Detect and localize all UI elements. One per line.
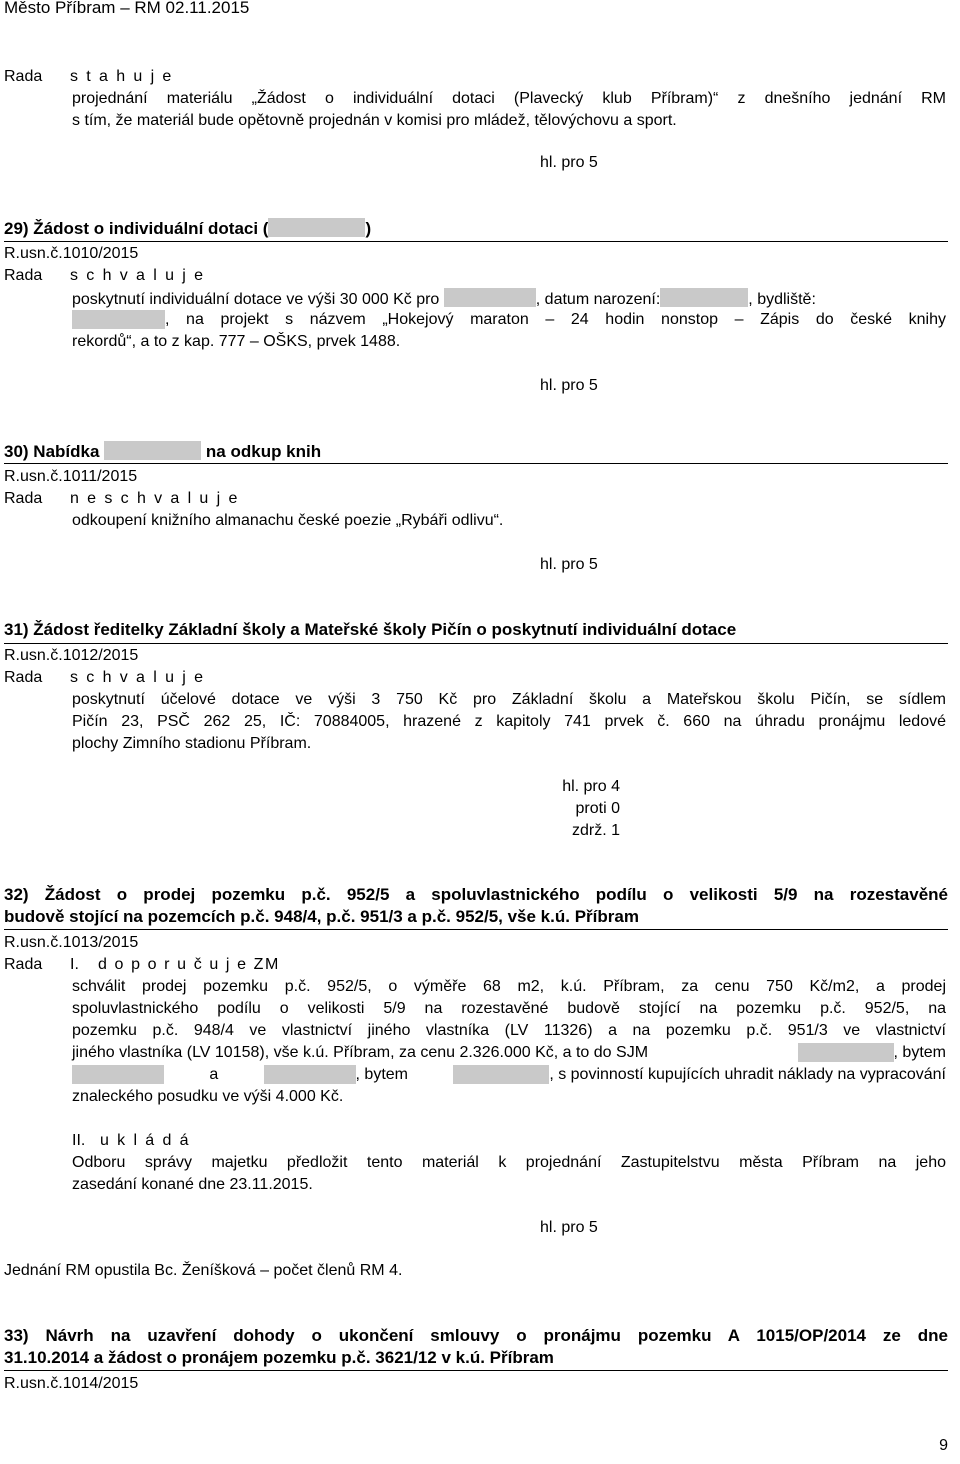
s32-rada-label: Rada — [4, 956, 43, 973]
redaction-block — [444, 288, 536, 307]
s29-text-line — [72, 310, 946, 330]
redaction-block — [798, 1043, 894, 1062]
s32-text-line — [72, 1065, 946, 1085]
s31-text-line: Pičín 23, PSČ 262 25, IČ: 70884005, hrazené z kapitoly 741 prvek č. 660 na úhradu pronájmu ledové — [72, 713, 946, 730]
s29-resolution-number: R.usn.č.1010/2015 — [4, 245, 139, 262]
s30-text-line: odkoupení knižního almanachu české poezie „Rybáři odlivu“. — [72, 512, 504, 529]
redaction-block — [268, 218, 365, 237]
page-header-title: Město Příbram – RM 02.11.2015 — [4, 0, 250, 17]
s28-vote: hl. pro 5 — [540, 154, 598, 171]
s32-heading: 32) Žádost o prodej pozemku p.č. 952/5 a spoluvlastnického podílu o velikosti 5/9 na rozestavěné — [4, 885, 948, 904]
s31-verb: s c h v a l u j e — [70, 669, 205, 686]
section-rule — [4, 643, 948, 644]
s33-resolution-number: R.usn.č.1014/2015 — [4, 1375, 139, 1392]
section-rule — [4, 1370, 948, 1371]
s28-text-line: s tím, že materiál bude opětovně projednán v komisi pro mládež, tělovýchovu a sport. — [72, 112, 677, 129]
s32-text-part-group — [453, 1065, 946, 1085]
s29-verb: s c h v a l u j e — [70, 267, 205, 284]
s31-vote-against: proti 0 — [575, 800, 620, 817]
s30-heading — [4, 441, 321, 462]
s31-text-line: poskytnutí účelové dotace ve výši 3 750 Kč pro Základní školu a Mateřskou školu Pičín, se sídlem — [72, 691, 946, 708]
s32-text-line: pozemku p.č. 948/4 ve vlastnictví jiného vlastníka (LV 11326) a na pozemku p.č. 951/3 ve vlastnictví — [72, 1022, 946, 1039]
section-rule — [4, 463, 948, 464]
s29-vote: hl. pro 5 — [540, 377, 598, 394]
s30-resolution-number: R.usn.č.1011/2015 — [4, 468, 138, 485]
s30-heading-text: 30) Nabídka — [4, 442, 100, 461]
redaction-block — [72, 1065, 164, 1084]
s30-vote: hl. pro 5 — [540, 556, 598, 573]
redaction-block — [660, 288, 748, 307]
redaction-block — [72, 310, 165, 329]
s32-text-part: , bytem — [355, 1066, 408, 1083]
s32-text-line: spoluvlastnického podílu o velikosti 5/9 na rozestavěné budově stojící na pozemku p.č. 952/5, na — [72, 1000, 946, 1017]
s28-rada-label: Rada — [4, 68, 43, 85]
s32-text-line: zasedání konané dne 23.11.2015. — [72, 1176, 313, 1193]
s29-text-part: , na projekt s názvem „Hokejový maraton – 24 hodin nonstop – Zápis do české knihy — [165, 311, 946, 328]
s30-heading-text: na odkup knih — [205, 442, 322, 461]
s29-text-line: rekordů“, a to z kap. 777 – OŠKS, prvek 1488. — [72, 333, 401, 350]
s32-text-part-group — [264, 1065, 408, 1085]
s32-text-part: a — [209, 1066, 219, 1083]
s32-text-part-group — [798, 1043, 946, 1063]
s31-rada-label: Rada — [4, 669, 43, 686]
redaction-block — [453, 1065, 549, 1084]
s29-rada-label: Rada — [4, 267, 43, 284]
redaction-block — [264, 1065, 356, 1084]
s31-vote-for: hl. pro 4 — [562, 778, 620, 795]
s32-text-line: schválit prodej pozemku p.č. 952/5, o výměře 68 m2, k.ú. Příbram, za cenu 750 Kč/m2, a prodej — [72, 978, 946, 995]
s32-text-line: znaleckého posudku ve výši 4.000 Kč. — [72, 1088, 344, 1105]
s31-text-line: plochy Zimního stadionu Příbram. — [72, 735, 312, 752]
s32-resolution-number: R.usn.č.1013/2015 — [4, 934, 139, 951]
s32-roman-2: II. — [72, 1132, 86, 1149]
page-number: 9 — [939, 1437, 948, 1454]
s33-heading: 33) Návrh na uzavření dohody o ukončení smlouvy o pronájmu pozemku A 1015/OP/2014 ze dne — [4, 1326, 948, 1345]
s29-text-part: , bydliště: — [748, 291, 816, 308]
s30-verb: n e s c h v a l u j e — [70, 490, 240, 507]
s32-verb-1: d o p o r u č u j e ZM — [98, 956, 280, 973]
section-rule — [4, 929, 948, 930]
s29-text-line — [72, 288, 816, 310]
s29-text-part: poskytnutí individuální dotace ve výši 30 000 Kč pro — [72, 291, 440, 308]
s32-text-line: Odboru správy majetku předložit tento materiál k projednání Zastupitelstvu města Příbram na jeho — [72, 1154, 946, 1171]
s32-text-part: jiného vlastníka (LV 10158), vše k.ú. Příbram, za cenu 2.326.000 Kč, a to do SJM — [72, 1044, 649, 1061]
s31-resolution-number: R.usn.č.1012/2015 — [4, 647, 139, 664]
s32-roman-1: I. — [70, 956, 79, 973]
s32-verb-2: u k l á d á — [100, 1132, 191, 1149]
s30-rada-label: Rada — [4, 490, 43, 507]
s31-heading: 31) Žádost ředitelky Základní školy a Mateřské školy Pičín o poskytnutí individuální dotace — [4, 620, 737, 639]
s32-vote: hl. pro 5 — [540, 1219, 598, 1236]
s28-text-line: projednání materiálu „Žádost o individuální dotaci (Plavecký klub Příbram)“ z dnešního jednání RM — [72, 90, 946, 107]
s29-heading-close: ) — [365, 219, 372, 238]
s32-heading: budově stojící na pozemcích p.č. 948/4, p.č. 951/3 a p.č. 952/5, vše k.ú. Příbram — [4, 907, 639, 926]
s29-heading — [4, 218, 371, 239]
s32-text-part: , bytem — [893, 1044, 946, 1061]
s28-verb: s t a h u j e — [70, 68, 174, 85]
s29-heading-text: 29) Žádost o individuální dotaci ( — [4, 219, 269, 238]
s29-text-part: , datum narození: — [535, 291, 661, 308]
s32-text-part: , s povinností kupujících uhradit náklady na vypracování — [549, 1066, 946, 1083]
s32-text-line — [72, 1043, 946, 1063]
section-rule — [4, 241, 948, 242]
s33-heading: 31.10.2014 a žádost o pronájem pozemku p.č. 3621/12 v k.ú. Příbram — [4, 1348, 554, 1367]
meeting-note: Jednání RM opustila Bc. Ženíšková – počet členů RM 4. — [4, 1262, 403, 1279]
s31-vote-abstain: zdrž. 1 — [571, 822, 620, 839]
redaction-block — [104, 441, 201, 460]
